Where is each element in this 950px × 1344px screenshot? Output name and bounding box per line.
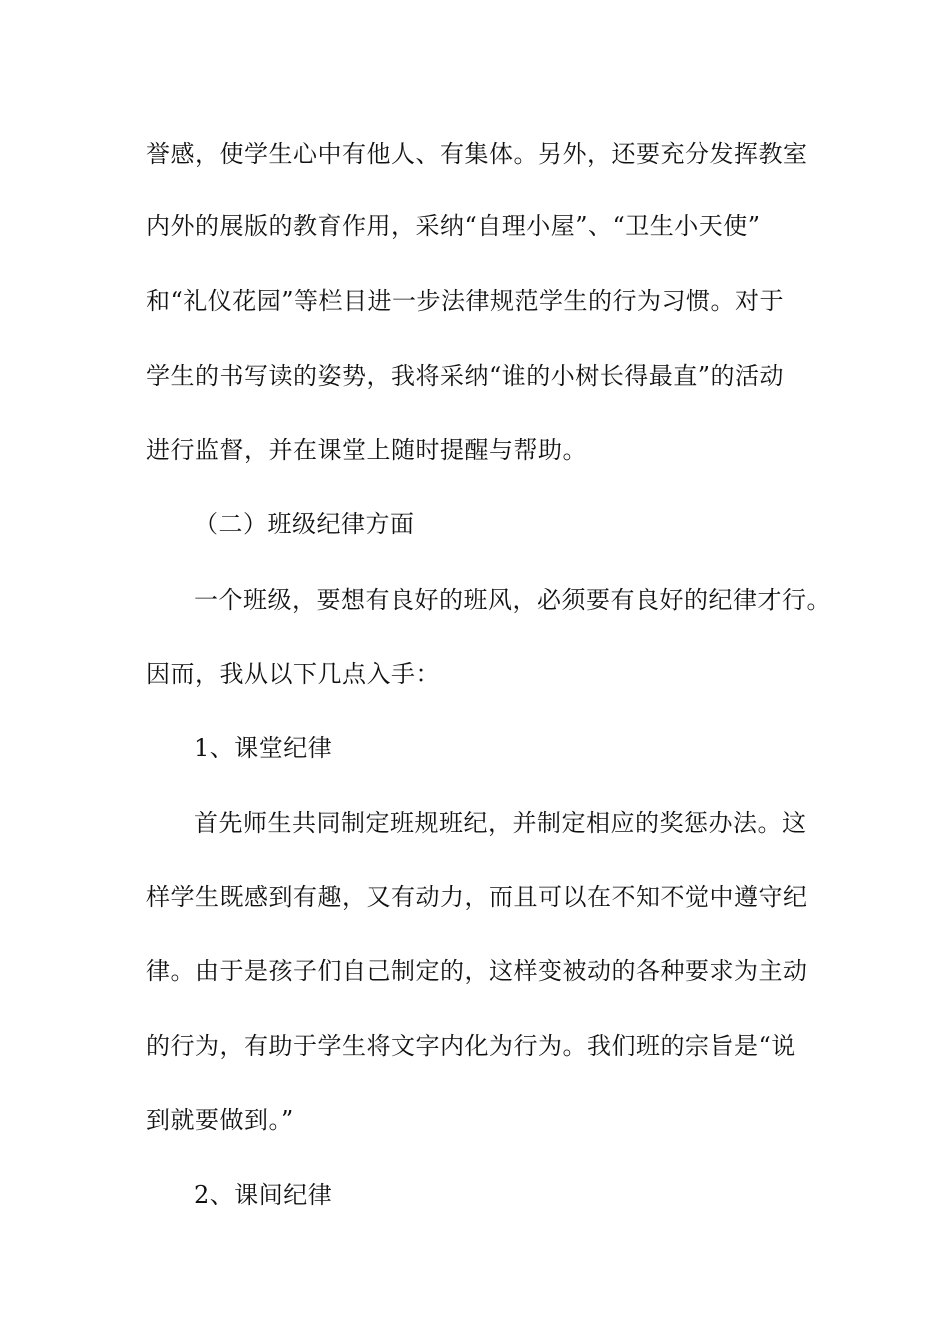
paragraph-line: 首先师生共同制定班规班纪，并制定相应的奖惩办法。这 (194, 809, 807, 837)
subsection-heading: 1、课堂纪律 (194, 734, 333, 762)
paragraph-line: 因而，我从以下几点入手： (146, 660, 440, 688)
paragraph-line: 内外的展版的教育作用，采纳“自理小屋”、“卫生小天使” (146, 212, 761, 240)
paragraph-line: 律。由于是孩子们自己制定的，这样变被动的各种要求为主动 (146, 957, 808, 985)
paragraph-line: 誉感，使学生心中有他人、有集体。另外，还要充分发挥教室 (146, 140, 808, 168)
section-heading: （二）班级纪律方面 (194, 510, 415, 538)
paragraph-line: 一个班级，要想有良好的班风，必须要有良好的纪律才行。 (194, 586, 831, 614)
paragraph-line: 样学生既感到有趣，又有动力，而且可以在不知不觉中遵守纪 (146, 883, 808, 911)
paragraph-line: 的行为，有助于学生将文字内化为行为。我们班的宗旨是“说 (146, 1032, 796, 1060)
paragraph-line: 到就要做到。” (146, 1106, 294, 1134)
paragraph-line: 进行监督，并在课堂上随时提醒与帮助。 (146, 436, 587, 464)
paragraph-line: 学生的书写读的姿势，我将采纳“谁的小树长得最直”的活动 (146, 362, 785, 390)
subsection-heading: 2、课间纪律 (194, 1181, 333, 1209)
paragraph-line: 和“礼仪花园”等栏目进一步法律规范学生的行为习惯。对于 (146, 287, 785, 315)
